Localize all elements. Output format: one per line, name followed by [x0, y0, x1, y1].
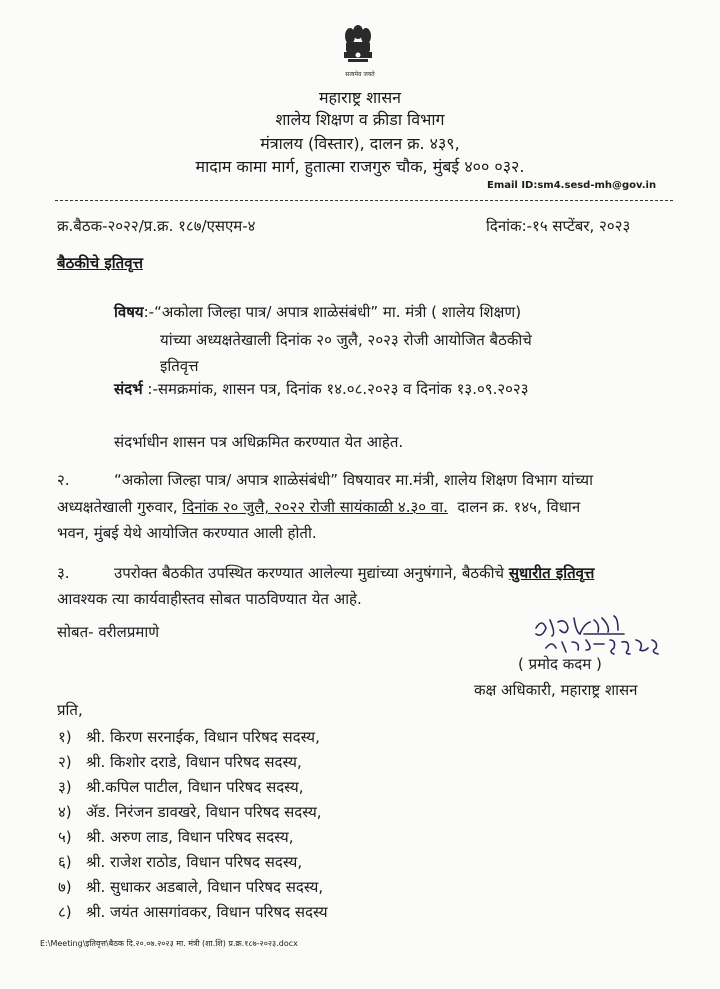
list-item: ७) श्री. सुधाकर अडबाले, विधान परिषद सदस्य, [58, 878, 324, 896]
para2-line-2-pre: अध्यक्षतेखाली गुरुवार, [57, 498, 183, 516]
list-item: ४) ॲड. निरंजन डावखरे, विधान परिषद सदस्य, [58, 803, 322, 821]
document-date: दिनांक:-१५ सप्टेंबर, २०२३ [486, 217, 631, 235]
header-line-2: शालेय शिक्षण व क्रीडा विभाग [275, 110, 445, 129]
email-address: Email ID:sm4.sesd-mh@gov.in [487, 180, 657, 191]
para3-number: ३. [57, 564, 70, 582]
handwritten-signature [528, 612, 688, 656]
header-line-1: महाराष्ट्र शासन [318, 88, 402, 107]
signatory-designation: कक्ष अधिकारी, महाराष्ट्र शासन [474, 681, 638, 699]
paragraph-1: संदर्भाधीन शासन पत्र अधिक्रमित करण्यात येत आहेत. [114, 433, 404, 451]
para2-line-1: “अकोला जिल्हा पात्र/ अपात्र शाळेसंबंधी” विषयावर मा.मंत्री, शालेय शिक्षण विभाग यांच्या [114, 471, 593, 489]
list-item: ६) श्री. राजेश राठोड, विधान परिषद सदस्य, [58, 853, 303, 871]
recipients-label: प्रति, [57, 701, 83, 719]
subject-line-2: यांच्या अध्यक्षतेखाली दिनांक २० जुलै, २०२३ रोजी आयोजित बैठकीचे [160, 331, 532, 349]
para2-number: २. [57, 471, 70, 489]
para3-revised-minutes: सुधारीत इतिवृत्त [508, 564, 595, 582]
para2-line-2 [57, 497, 580, 517]
document-title: बैठकीचे इतिवृत्त [57, 254, 143, 272]
header-divider [55, 200, 673, 201]
para3-line-1-pre: उपरोक्त बैठकीत उपस्थित करण्यात आलेल्या मुद्यांच्या अनुषंगाने, बैठकीचे [114, 564, 509, 582]
header-line-4: मादाम कामा मार्ग, हुतात्मा राजगुरु चौक, मुंबई ४०० ०३२. [195, 157, 525, 176]
signatory-name: ( प्रमोद कदम ) [518, 655, 602, 673]
list-item: ३) श्री.कपिल पाटील, विधान परिषद सदस्य, [58, 778, 304, 796]
reference-number: क्र.बैठक-२०२२/प्र.क्र. १८७/एसएम-४ [57, 217, 256, 235]
subject-line-3: इतिवृत्त [160, 357, 199, 375]
file-path-footer: E:\Meeting\इतिवृत्त\बैठक दि.२०.०७.२०२३ मा. मंत्री (शा.शि) प्र.क्र.१८७-२०२३.docx [40, 939, 298, 948]
list-item: ८) श्री. जयंत आसगांवकर, विधान परिषद सदस्य [58, 903, 328, 921]
header-line-3: मंत्रालय (विस्तार), दालन क्र. ४३९, [260, 134, 460, 153]
subject-text-1: :-“अकोला जिल्हा पात्र/ अपात्र शाळेसंबंधी” मा. मंत्री ( शालेय शिक्षण) [143, 303, 522, 321]
list-item: ५) श्री. अरुण लाड, विधान परिषद सदस्य, [58, 828, 294, 846]
reference-label: संदर्भ [114, 380, 143, 398]
reference-text: :-समक्रमांक, शासन पत्र, दिनांक १४.०८.२०२३ व दिनांक १३.०९.२०२३ [142, 380, 529, 398]
reference-line [114, 379, 529, 399]
para2-line-2-post: दालन क्र. १४५, विधान [447, 498, 581, 516]
para2-meeting-datetime: दिनांक २० जुलै, २०२२ रोजी सायंकाळी ४.३० वा. [182, 498, 448, 516]
emblem-motto: सत्यमेव जयते [345, 71, 375, 78]
list-item: १) श्री. किरण सरनाईक, विधान परिषद सदस्य, [58, 728, 320, 746]
para3-line-2: आवश्यक त्या कार्यवाहीस्तव सोबत पाठविण्यात येत आहे. [57, 590, 362, 608]
para2-line-3: भवन, मुंबई येथे आयोजित करण्यात आली होती. [57, 524, 317, 542]
enclosure-note: सोबत- वरीलप्रमाणे [57, 623, 160, 641]
subject-label: विषय [114, 303, 144, 321]
list-item: २) श्री. किशोर दराडे, विधान परिषद सदस्य, [58, 753, 302, 771]
subject-line-1 [114, 302, 521, 322]
para3-line-1 [114, 563, 594, 583]
